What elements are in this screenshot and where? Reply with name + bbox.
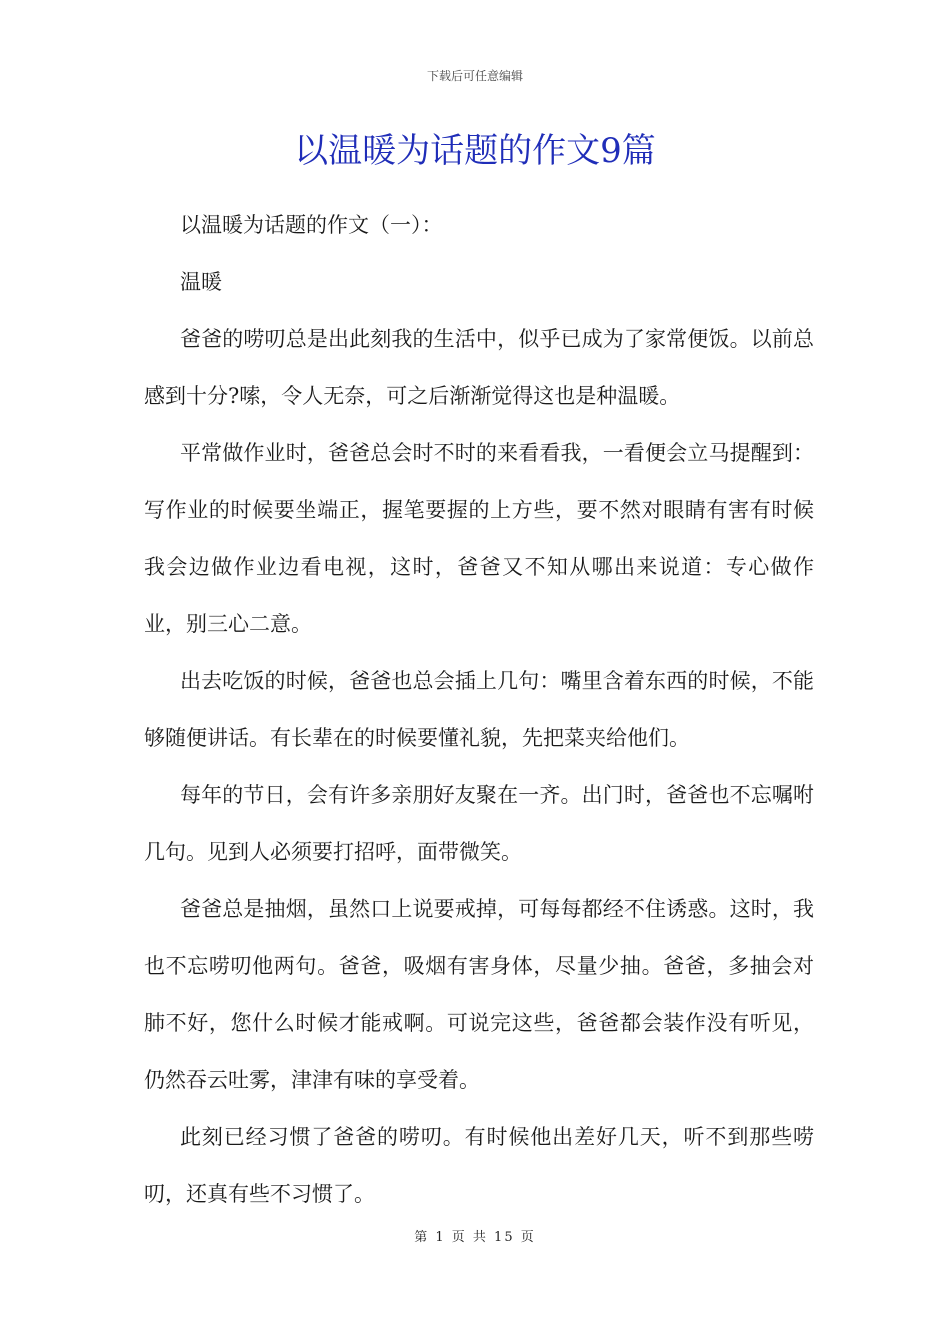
- paragraph: 爸爸的唠叨总是出此刻我的生活中，似乎已成为了家常便饭。以前总感到十分?嗦，令人无奈，可之后渐渐觉得这也是种温暖。: [144, 327, 814, 408]
- paragraph: 爸爸总是抽烟，虽然口上说要戒掉，可每每都经不住诱惑。这时，我也不忘唠叨他两句。爸爸，吸烟有害身体，尽量少抽。爸爸，多抽会对肺不好，您什么时候才能戒啊。可说完这些，爸爸都会装作没有听见，仍然吞云吐雾，津津有味的享受着。: [144, 897, 814, 1092]
- paragraph: 每年的节日，会有许多亲朋好友聚在一齐。出门时，爸爸也不忘嘱咐几句。见到人必须要打招呼，面带微笑。: [144, 783, 814, 864]
- paragraph-heading: 温暖: [180, 270, 222, 294]
- paragraph: 平常做作业时，爸爸总会时不时的来看看我，一看便会立马提醒到：写作业的时候要坐端正，握笔要握的上方些，要不然对眼睛有害有时候我会边做作业边看电视，这时，爸爸又不知从哪出来说道：专心做作业，别三心二意。: [144, 441, 814, 636]
- header-note: 下载后可任意编辑: [426, 69, 523, 83]
- document-title: 以温暖为话题的作文9篇: [294, 131, 656, 171]
- paragraph: 此刻已经习惯了爸爸的唠叨。有时候他出差好几天，听不到那些唠叨，还真有些不习惯了。: [144, 1125, 814, 1206]
- document-body: [144, 197, 814, 1223]
- page-number-footer: 第 1 页 共 15 页: [414, 1230, 536, 1245]
- paragraph-subtitle: 以温暖为话题的作文（一）：: [180, 213, 443, 237]
- paragraph: 出去吃饭的时候，爸爸也总会插上几句：嘴里含着东西的时候，不能够随便讲话。有长辈在的时候要懂礼貌，先把菜夹给他们。: [144, 669, 814, 750]
